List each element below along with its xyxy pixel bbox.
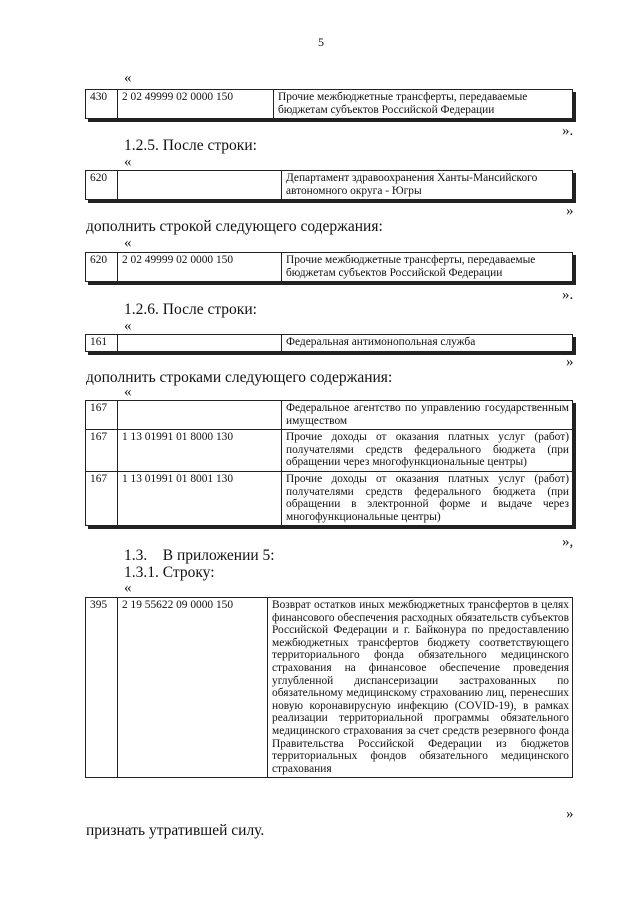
quote-open-4: « [124, 318, 132, 334]
quote-close-2: » [566, 203, 574, 219]
final-text: признать утратившей силу. [86, 822, 265, 839]
table-row [86, 401, 573, 430]
row-text: Прочие доходы от оказания платных услуг (работ) получателями средств федерального бюджета (при обращении через многофункциональные центры) [282, 430, 573, 472]
quote-close-6: » [566, 806, 574, 822]
table-row-395 [85, 597, 573, 778]
row-text: Возврат остатков иных межбюджетных трансфертов в целях финансового обеспечения расходных обязательств субъектов Российской Федерации и г. Байконура по предоставлению межбюджетных трансфертов бюджету соответствующего территориального фонда обязательного медицинского страхования на финансовое обеспечение проведения углубленной диспансеризации застрахованных по обязательному медицинскому страхованию лиц, перенесших новую коронавирусную инфекцию (COVID-19), в рамках реализации территориальной программы обязательного медицинского страхования за счет средств резервного фонда Правительства Российской Федерации из бюджетов территориальных фондов обязательного медицинского страхования [268, 598, 573, 778]
row-number: 395 [86, 598, 118, 778]
row-code: 2 19 55622 09 0000 150 [118, 598, 268, 778]
table-rows-167 [85, 400, 573, 526]
row-number: 161 [86, 335, 118, 352]
quote-close-4: » [566, 354, 574, 370]
table-row [86, 430, 573, 472]
row-text: Федеральная антимонопольная служба [282, 335, 573, 352]
heading-1-2-6: 1.2.6. После строки: [124, 301, 257, 318]
quote-close-1: ». [562, 123, 574, 139]
row-code: 1 13 01991 01 8000 130 [118, 430, 282, 472]
table-row-620-transfers [85, 252, 573, 282]
row-code: 2 02 49999 02 0000 150 [118, 90, 274, 119]
row-number: 620 [86, 253, 118, 282]
quote-open-3: « [124, 235, 132, 251]
table-row [86, 471, 573, 525]
row-number: 167 [86, 430, 118, 472]
row-code [118, 401, 282, 430]
heading-1-3-1: 1.3.1. Строку: [124, 564, 215, 581]
row-code [118, 171, 282, 200]
row-code: 2 02 49999 02 0000 150 [118, 253, 282, 282]
quote-close-5: », [562, 534, 574, 550]
row-code: 1 13 01991 01 8001 130 [118, 471, 282, 525]
supplement-many-text: дополнить строками следующего содержания: [86, 369, 393, 386]
row-text: Прочие доходы от оказания платных услуг (работ) получателями средств федерального бюджета (при обращении в электронной форме и выдаче через многофункциональные центры) [282, 471, 573, 525]
row-number: 430 [86, 90, 118, 119]
table-row-430 [85, 89, 573, 119]
row-number: 620 [86, 171, 118, 200]
row-number: 167 [86, 401, 118, 430]
table-row-161 [85, 334, 573, 352]
row-text: Департамент здравоохранения Ханты-Мансийского автономного округа - Югры [282, 171, 573, 200]
supplement-one-text: дополнить строкой следующего содержания: [86, 218, 383, 235]
quote-open-2: « [124, 154, 132, 170]
row-number: 167 [86, 471, 118, 525]
page-number: 5 [318, 35, 324, 49]
row-text: Прочие межбюджетные трансферты, передаваемые бюджетам субъектов Российской Федерации [274, 90, 573, 119]
row-code [118, 335, 282, 352]
quote-close-3: ». [562, 287, 574, 303]
quote-open-1: « [124, 70, 132, 86]
quote-open-6: « [124, 580, 132, 596]
heading-1-2-5: 1.2.5. После строки: [124, 137, 257, 154]
heading-1-3: 1.3. В приложении 5: [124, 547, 275, 564]
table-row-620-dept [85, 170, 573, 200]
row-text: Федеральное агентство по управлению государственным имуществом [282, 401, 573, 430]
quote-open-5: « [124, 384, 132, 400]
row-text: Прочие межбюджетные трансферты, передаваемые бюджетам субъектов Российской Федерации [282, 253, 573, 282]
